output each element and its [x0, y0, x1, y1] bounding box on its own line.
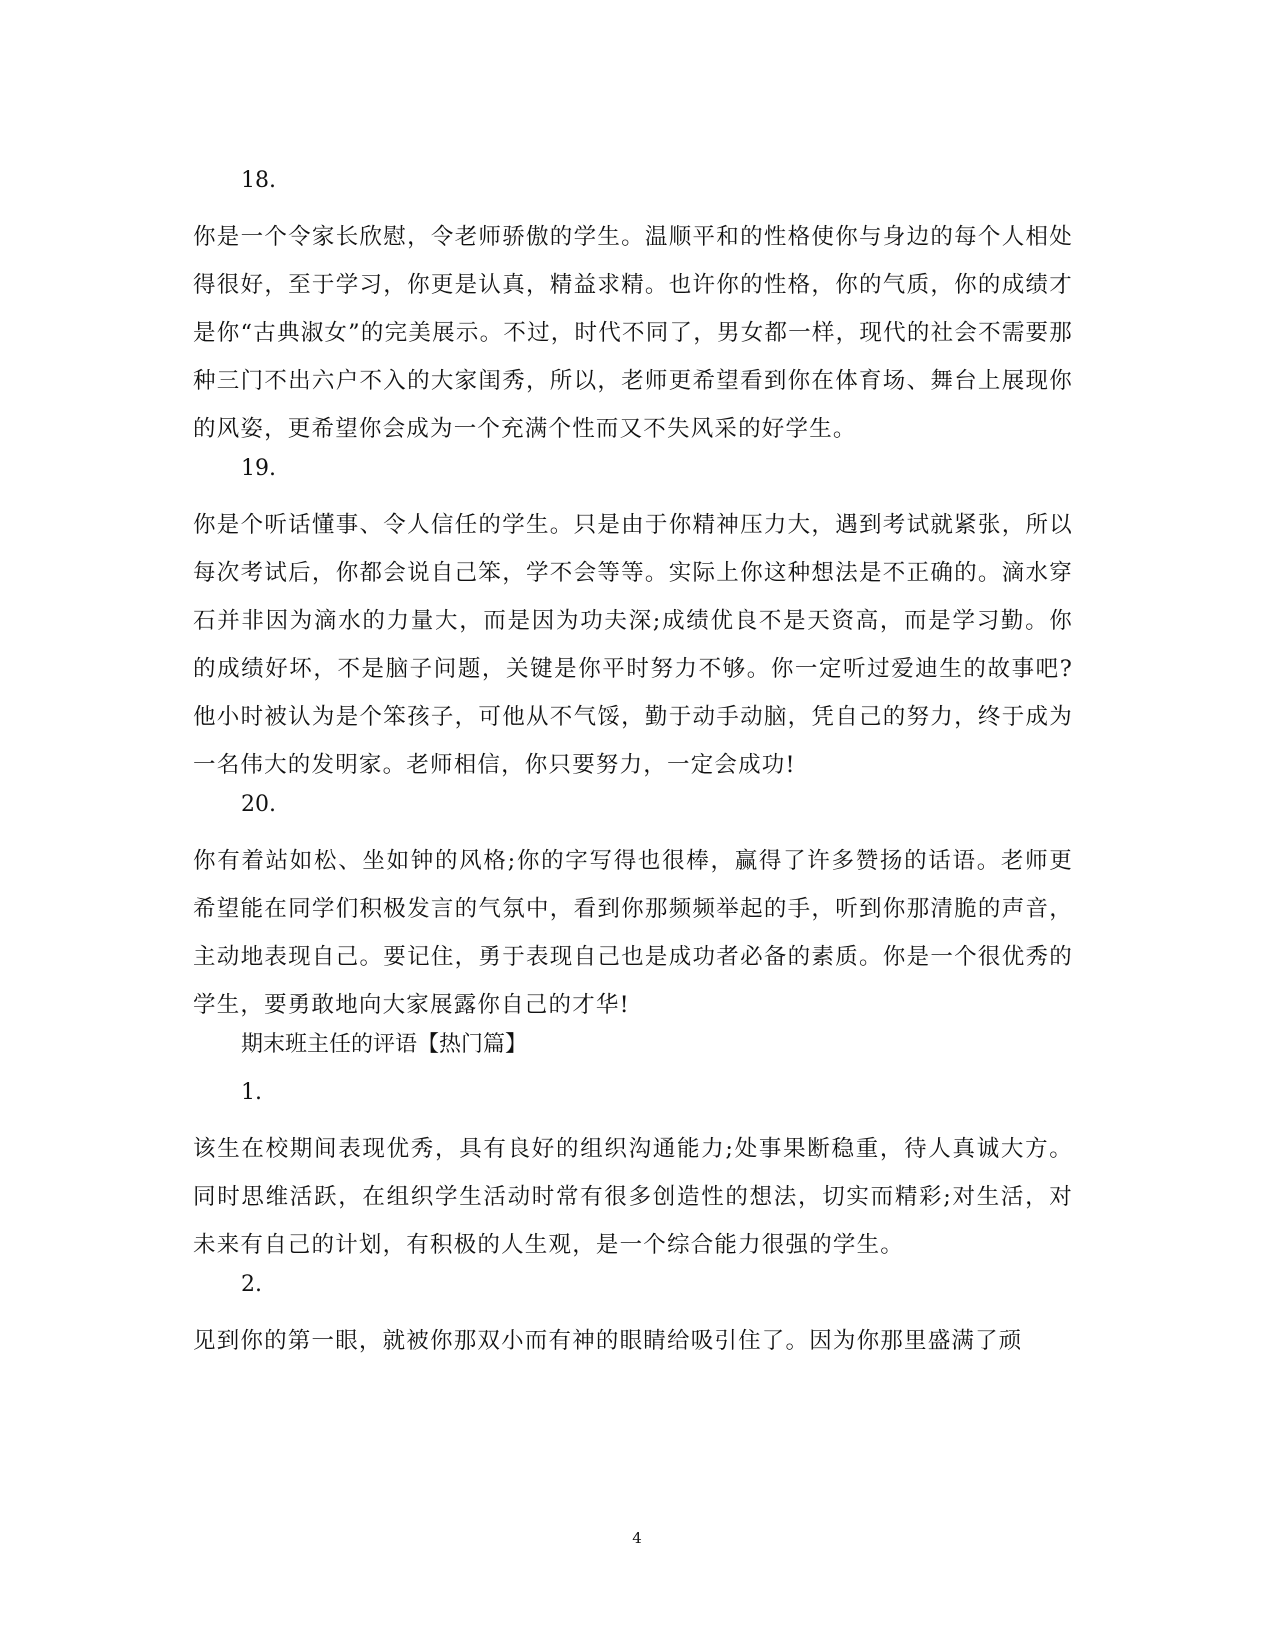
document-body: [193, 165, 1073, 1365]
item-number: 2.: [241, 1272, 262, 1297]
comment-paragraph: 你是一个令家长欣慰，令老师骄傲的学生。温顺平和的性格使你与身边的每个人相处得很好，至于学习，你更是认真，精益求精。也许你的性格，你的气质，你的成绩才是你“古典淑女”的完美展示。不过，时代不同了，男女都一样，现代的社会不需要那种三门不出六户不入的大家闺秀，所以，老师更希望看到你在体育场、舞台上展现你的风姿，更希望你会成为一个充满个性而又不失风采的好学生。: [193, 224, 1073, 442]
comment-paragraph: 你有着站如松、坐如钟的风格;你的字写得也很棒，赢得了许多赞扬的话语。老师更希望能在同学们积极发言的气氛中，看到你那频频举起的手，听到你那清脆的声音，主动地表现自己。要记住，勇于表现自己也是成功者必备的素质。你是一个很优秀的学生，要勇敢地向大家展露你自己的才华!: [193, 848, 1073, 1018]
item-number: 19.: [241, 456, 276, 481]
comment-paragraph: 见到你的第一眼，就被你那双小而有神的眼睛给吸引住了。因为你那里盛满了顽: [193, 1328, 1023, 1354]
item-number: 1.: [241, 1080, 262, 1105]
section-heading: 期末班主任的评语【热门篇】: [241, 1032, 528, 1057]
page-number: 4: [632, 1529, 642, 1547]
item-number: 20.: [241, 792, 276, 817]
comment-paragraph: 该生在校期间表现优秀，具有良好的组织沟通能力;处事果断稳重，待人真诚大方。同时思维活跃，在组织学生活动时常有很多创造性的想法，切实而精彩;对生活，对未来有自己的计划，有积极的人生观，是一个综合能力很强的学生。: [193, 1136, 1073, 1258]
item-number: 18.: [241, 168, 276, 193]
comment-paragraph: 你是个听话懂事、令人信任的学生。只是由于你精神压力大，遇到考试就紧张，所以每次考试后，你都会说自己笨，学不会等等。实际上你这种想法是不正确的。滴水穿石并非因为滴水的力量大，而是因为功夫深;成绩优良不是天资高，而是学习勤。你的成绩好坏，不是脑子问题，关键是你平时努力不够。你一定听过爱迪生的故事吧?他小时被认为是个笨孩子，可他从不气馁，勤于动手动脑，凭自己的努力，终于成为一名伟大的发明家。老师相信，你只要努力，一定会成功!: [193, 512, 1073, 778]
